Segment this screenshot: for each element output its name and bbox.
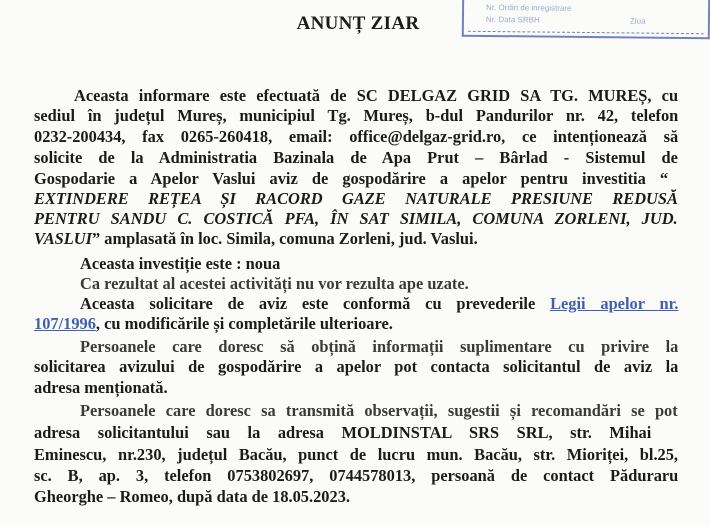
p6-line-2: adresa solicitantului sau la adresa MOLDINSTAL SRS SRL, str. Mihai bbox=[34, 423, 652, 442]
p6-line-5: Gheorghe – Romeo, după data de 18.05.2023. bbox=[34, 487, 350, 506]
page-title: ANUNȚ ZIAR bbox=[296, 13, 420, 34]
p6-line-1: Persoanele care doresc sa transmită observații, sugestii și recomandări se pot bbox=[80, 401, 678, 420]
p1-line-8-italic: VASLUI bbox=[34, 229, 92, 248]
p1-line-3: 0232-200434, fax 0265-260418, email: office@delgaz-grid.ro, ce intenționează să bbox=[34, 127, 679, 146]
stamp-line-1: Nr. Ordin de inregistrare bbox=[486, 2, 572, 13]
p1-line-2: sediul în județul Mureș, municipiul Tg. Mureș, b-dul Pandurilor nr. 42, telefon bbox=[34, 106, 679, 125]
p6-line-3: Eminescu, nr.230, județul Bacău, punct de lucru mun. Bacău, str. Mioriței, bl.25, bbox=[34, 445, 679, 464]
p4-line-1 bbox=[80, 294, 678, 314]
p5-line-3: adresa menționată. bbox=[34, 378, 168, 397]
p1-line-7: PENTRU SANDU C. COSTICĂ PFA, ÎN SAT SIMILA, COMUNA ZORLENI, JUD. bbox=[34, 209, 678, 228]
p1-line-5: Gospodarie a Apelor Vaslui aviz de gospodărire a apelor pentru investitia “ bbox=[34, 169, 669, 188]
p4-line-2 bbox=[34, 314, 393, 334]
stamp-line-2: Nr. Data SRBH bbox=[485, 14, 540, 25]
stamp-line-3: Ziua bbox=[629, 16, 646, 26]
p3-line: Ca rezultat al acestei activități nu vor rezulta ape uzate. bbox=[80, 274, 469, 293]
p1-line-6: EXTINDERE REȚEA ȘI RACORD GAZE NATURALE PRESIUNE REDUSĂ bbox=[34, 189, 678, 208]
legea-apelor-link-number[interactable]: 107/1996 bbox=[34, 314, 96, 333]
p4-line-2-text: , cu modificările și completările ulterioare. bbox=[95, 314, 393, 333]
p6-line-4: sc. B, ap. 3, telefon 0753802697, 0744578013, persoană de contact Păduraru bbox=[34, 466, 679, 485]
p1-line-4: solicite de la Administratia Bazinala de Apa Prut – Bârlad - Sistemul de bbox=[34, 148, 678, 167]
p2-line: Aceasta investiție este : noua bbox=[80, 254, 281, 273]
p1-line-8 bbox=[34, 229, 478, 249]
p4-line-1-text: Aceasta solicitare de aviz este conformă cu prevederile bbox=[80, 294, 551, 313]
p1-line-8-rest: ” amplasată în loc. Simila, comuna Zorleni, jud. Vaslui. bbox=[92, 229, 478, 248]
legea-apelor-link[interactable]: Legii apelor nr. bbox=[550, 294, 679, 313]
p1-line-1: Aceasta informare este efectuată de SC DELGAZ GRID SA TG. MUREȘ, cu bbox=[74, 86, 679, 105]
p5-line-2: solicitarea avizului de gospodărire a apelor pot contacta solicitantul de aviz la bbox=[34, 357, 679, 376]
p5-line-1: Persoanele care doresc să obțină informații suplimentare cu privire la bbox=[80, 337, 679, 356]
